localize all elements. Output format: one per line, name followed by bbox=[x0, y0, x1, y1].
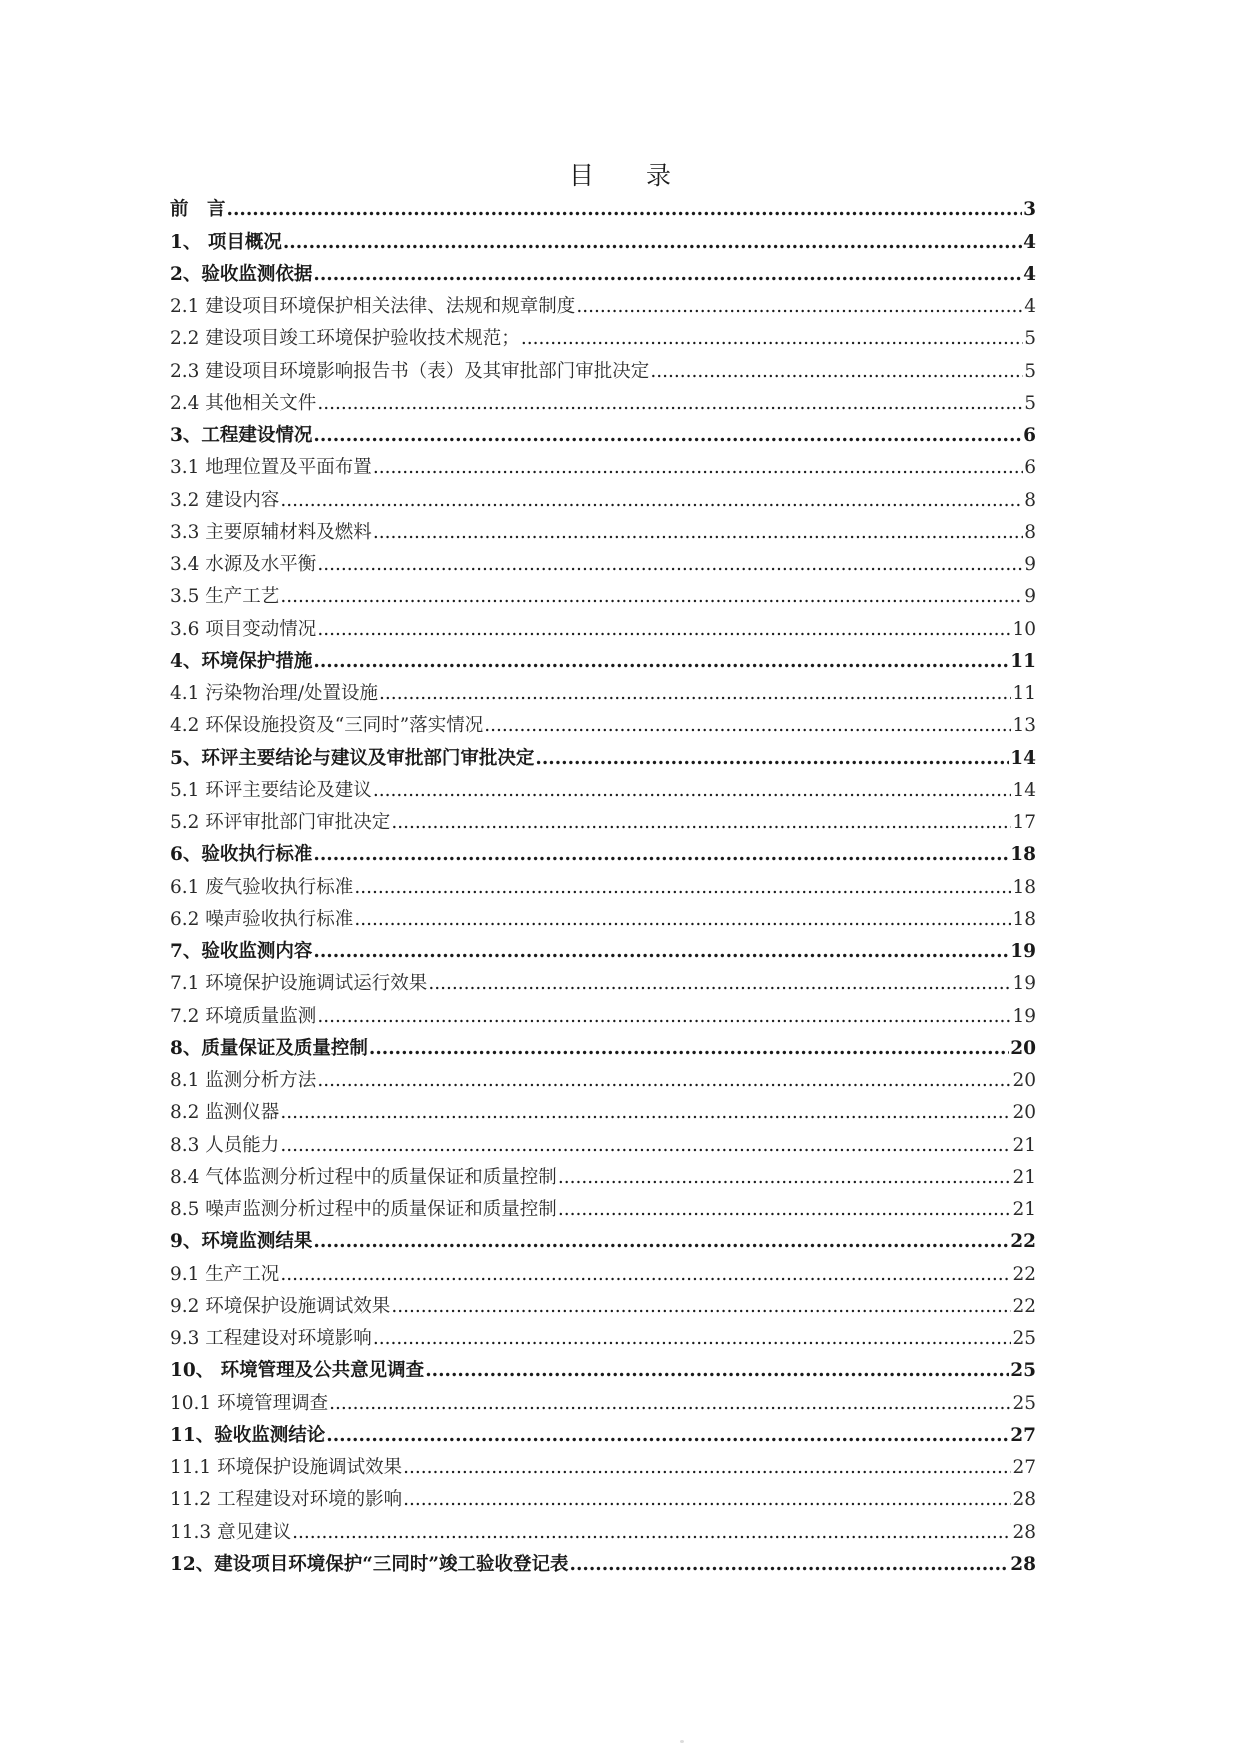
toc-entry-label: 10、 环境管理及公共意见调查 bbox=[170, 1360, 425, 1382]
toc-entry[interactable] bbox=[170, 644, 1036, 676]
toc-entry-page-number: 28 bbox=[1012, 1521, 1036, 1543]
toc-dot-leader bbox=[317, 619, 1011, 641]
toc-entry-page-number: 11 bbox=[1010, 650, 1036, 672]
toc-entry[interactable] bbox=[170, 1224, 1036, 1256]
toc-entry[interactable] bbox=[170, 837, 1036, 869]
toc-entry-page-number: 27 bbox=[1010, 1424, 1036, 1446]
toc-entry-page-number: 25 bbox=[1010, 1360, 1036, 1382]
toc-entry-page-number: 20 bbox=[1012, 1102, 1036, 1124]
toc-dot-leader bbox=[283, 232, 1022, 254]
toc-dot-leader bbox=[650, 361, 1023, 383]
toc-entry[interactable] bbox=[170, 740, 1036, 772]
toc-entry-page-number: 11 bbox=[1012, 683, 1036, 704]
toc-entry-page-number: 21 bbox=[1012, 1199, 1036, 1220]
toc-dot-leader bbox=[317, 1070, 1011, 1092]
toc-entry-page-number: 19 bbox=[1010, 941, 1036, 962]
toc-entry-page-number: 19 bbox=[1012, 1005, 1036, 1027]
toc-entry-label: 2.4 其他相关文件 bbox=[170, 392, 317, 414]
toc-entry[interactable] bbox=[170, 676, 1036, 708]
toc-entry-label: 3.4 水源及水平衡 bbox=[170, 554, 317, 575]
toc-entry-label: 7、验收监测内容 bbox=[170, 941, 313, 962]
toc-entry-label: 3.1 地理位置及平面布置 bbox=[170, 457, 372, 479]
toc-entry-label: 11.1 环境保护设施调试效果 bbox=[170, 1457, 403, 1478]
toc-dot-leader bbox=[317, 393, 1023, 415]
toc-entry-label: 8.5 噪声监测分析过程中的质量保证和质量控制 bbox=[170, 1199, 557, 1220]
toc-entry-page-number: 8 bbox=[1024, 489, 1036, 511]
toc-entry-page-number: 14 bbox=[1010, 747, 1036, 769]
toc-dot-leader bbox=[425, 1360, 1009, 1382]
toc-entry-label: 4、环境保护措施 bbox=[170, 650, 313, 672]
toc-dot-leader bbox=[373, 457, 1023, 479]
toc-entry[interactable] bbox=[170, 1289, 1036, 1321]
toc-entry[interactable] bbox=[170, 482, 1036, 514]
toc-dot-leader bbox=[391, 812, 1011, 834]
toc-dot-leader bbox=[317, 554, 1023, 576]
toc-entry[interactable] bbox=[170, 224, 1036, 256]
toc-entry-label: 8.1 监测分析方法 bbox=[170, 1070, 317, 1091]
toc-entry-label: 前 言 bbox=[170, 199, 226, 221]
toc-dot-leader bbox=[373, 1328, 1012, 1350]
toc-dot-leader bbox=[354, 877, 1011, 899]
toc-dot-leader bbox=[558, 1199, 1012, 1221]
toc-dot-leader bbox=[373, 780, 1012, 802]
toc-entry[interactable] bbox=[170, 257, 1036, 289]
toc-entry[interactable] bbox=[170, 1353, 1036, 1385]
toc-entry-label: 9.2 环境保护设施调试效果 bbox=[170, 1295, 391, 1317]
toc-entry-page-number: 18 bbox=[1012, 908, 1036, 930]
toc-dot-leader bbox=[428, 973, 1011, 995]
toc-entry-page-number: 5 bbox=[1024, 328, 1036, 350]
toc-dot-leader bbox=[280, 490, 1023, 512]
toc-dot-leader bbox=[576, 296, 1023, 318]
toc-dot-leader bbox=[227, 199, 1023, 221]
toc-entry-page-number: 22 bbox=[1012, 1295, 1036, 1317]
toc-entry[interactable] bbox=[170, 289, 1036, 321]
toc-entry-label: 6.1 废气验收执行标准 bbox=[170, 876, 354, 898]
toc-dot-leader bbox=[313, 651, 1009, 673]
toc-entry[interactable] bbox=[170, 773, 1036, 805]
toc-entry-page-number: 20 bbox=[1010, 1037, 1036, 1059]
toc-dot-leader bbox=[280, 586, 1023, 608]
toc-entry-label: 7.1 环境保护设施调试运行效果 bbox=[170, 973, 428, 995]
toc-entry-label: 6、验收执行标准 bbox=[170, 844, 313, 866]
toc-entry-page-number: 22 bbox=[1010, 1231, 1036, 1253]
toc-entry-label: 5、环评主要结论与建议及审批部门审批决定 bbox=[170, 747, 535, 769]
toc-dot-leader bbox=[521, 328, 1023, 350]
toc-dot-leader bbox=[369, 1038, 1009, 1060]
toc-entry-label: 8.4 气体监测分析过程中的质量保证和质量控制 bbox=[170, 1166, 557, 1188]
toc-entry[interactable] bbox=[170, 998, 1036, 1030]
toc-entry-label: 2.2 建设项目竣工环境保护验收技术规范； bbox=[170, 328, 520, 350]
toc-entry-label: 3、工程建设情况 bbox=[170, 425, 313, 446]
toc-dot-leader bbox=[403, 1457, 1011, 1479]
toc-entry-page-number: 9 bbox=[1024, 586, 1036, 608]
toc-entry-label: 2.3 建设项目环境影响报告书（表）及其审批部门审批决定 bbox=[170, 360, 650, 382]
toc-entry-label: 8.2 监测仪器 bbox=[170, 1102, 280, 1124]
toc-entry-label: 9、环境监测结果 bbox=[170, 1231, 313, 1253]
toc-entry[interactable] bbox=[170, 805, 1036, 837]
toc-entry[interactable] bbox=[170, 1547, 1036, 1579]
toc-entry-label: 1、 项目概况 bbox=[170, 231, 282, 253]
toc-dot-leader bbox=[535, 748, 1009, 770]
toc-entry-label: 9.1 生产工况 bbox=[170, 1263, 280, 1285]
toc-entry[interactable] bbox=[170, 708, 1036, 740]
toc-entry-page-number: 21 bbox=[1012, 1166, 1036, 1188]
toc-entry[interactable] bbox=[170, 966, 1036, 998]
toc-dot-leader bbox=[570, 1554, 1010, 1576]
toc-entry[interactable] bbox=[170, 1031, 1036, 1063]
toc-entry[interactable] bbox=[170, 386, 1036, 418]
toc-dot-leader bbox=[317, 1006, 1011, 1028]
toc-dot-leader bbox=[379, 683, 1011, 705]
toc-entry-label: 3.3 主要原辅材料及燃料 bbox=[170, 521, 372, 543]
toc-entry-label: 7.2 环境质量监测 bbox=[170, 1005, 317, 1027]
toc-entry[interactable] bbox=[170, 1321, 1036, 1353]
toc-entry-label: 9.3 工程建设对环境影响 bbox=[170, 1328, 372, 1349]
toc-entry-page-number: 28 bbox=[1012, 1489, 1036, 1511]
toc-entry[interactable] bbox=[170, 1450, 1036, 1482]
toc-entry[interactable] bbox=[170, 1192, 1036, 1224]
toc-entry[interactable] bbox=[170, 1385, 1036, 1417]
toc-entry-label: 5.1 环评主要结论及建议 bbox=[170, 779, 372, 801]
toc-entry-page-number: 10 bbox=[1012, 618, 1036, 640]
page-title: 目 录 bbox=[569, 161, 693, 190]
toc-entry[interactable] bbox=[170, 547, 1036, 579]
toc-entry-label: 4.1 污染物治理/处置设施 bbox=[170, 683, 379, 704]
toc-entry-page-number: 3 bbox=[1023, 199, 1036, 221]
toc-entry-label: 8.3 人员能力 bbox=[170, 1134, 280, 1156]
toc-entry-page-number: 5 bbox=[1024, 392, 1036, 414]
toc-entry[interactable] bbox=[170, 611, 1036, 643]
toc-entry-page-number: 18 bbox=[1010, 844, 1036, 866]
toc-entry-label: 4.2 环保设施投资及“三同时”落实情况 bbox=[170, 715, 484, 737]
toc-entry[interactable] bbox=[170, 450, 1036, 482]
toc-entry-page-number: 4 bbox=[1023, 263, 1036, 285]
toc-entry-page-number: 22 bbox=[1012, 1263, 1036, 1285]
toc-dot-leader bbox=[484, 715, 1011, 737]
toc-entry[interactable] bbox=[170, 1256, 1036, 1288]
toc-entry[interactable] bbox=[170, 418, 1036, 450]
toc-entry-page-number: 8 bbox=[1024, 521, 1036, 543]
toc-entry-page-number: 28 bbox=[1010, 1553, 1036, 1575]
toc-dot-leader bbox=[292, 1522, 1011, 1544]
toc-entry-label: 11.3 意见建议 bbox=[170, 1521, 292, 1543]
toc-entry[interactable] bbox=[170, 321, 1036, 353]
toc-entry-page-number: 9 bbox=[1024, 554, 1036, 575]
toc-dot-leader bbox=[280, 1102, 1011, 1124]
toc-entry-label: 8、质量保证及质量控制 bbox=[170, 1037, 368, 1059]
toc-entry[interactable] bbox=[170, 869, 1036, 901]
toc-entry[interactable] bbox=[170, 1418, 1036, 1450]
toc-entry-label: 3.2 建设内容 bbox=[170, 489, 280, 511]
toc-entry-label: 5.2 环评审批部门审批决定 bbox=[170, 812, 391, 833]
toc-dot-leader bbox=[313, 941, 1009, 963]
toc-entry-page-number: 25 bbox=[1012, 1392, 1036, 1414]
toc-dot-leader bbox=[326, 1425, 1009, 1447]
toc-entry-page-number: 17 bbox=[1012, 812, 1036, 833]
toc-entry[interactable] bbox=[170, 579, 1036, 611]
toc-entry-page-number: 25 bbox=[1012, 1328, 1036, 1349]
toc-entry[interactable] bbox=[170, 1127, 1036, 1159]
toc-entry-page-number: 27 bbox=[1012, 1457, 1036, 1478]
toc-entry[interactable] bbox=[170, 1482, 1036, 1514]
toc-dot-leader bbox=[280, 1264, 1011, 1286]
toc-dot-leader bbox=[313, 844, 1009, 866]
toc-entry-label: 3.6 项目变动情况 bbox=[170, 618, 317, 640]
table-of-contents bbox=[170, 192, 1036, 1579]
toc-dot-leader bbox=[313, 425, 1022, 447]
toc-dot-leader bbox=[329, 1393, 1011, 1415]
toc-entry-label: 10.1 环境管理调查 bbox=[170, 1392, 329, 1414]
toc-dot-leader bbox=[313, 264, 1022, 286]
toc-entry-label: 6.2 噪声验收执行标准 bbox=[170, 908, 354, 930]
scan-speck bbox=[680, 1740, 684, 1743]
toc-entry-page-number: 6 bbox=[1024, 457, 1036, 479]
toc-entry-page-number: 20 bbox=[1012, 1070, 1036, 1091]
toc-dot-leader bbox=[354, 909, 1011, 931]
toc-entry-label: 11、验收监测结论 bbox=[170, 1424, 326, 1446]
toc-entry-label: 2.1 建设项目环境保护相关法律、法规和规章制度 bbox=[170, 296, 576, 317]
toc-entry-page-number: 13 bbox=[1012, 715, 1036, 737]
toc-entry-label: 11.2 工程建设对环境的影响 bbox=[170, 1489, 403, 1511]
toc-entry[interactable] bbox=[170, 902, 1036, 934]
toc-entry-label: 3.5 生产工艺 bbox=[170, 586, 280, 608]
toc-entry-page-number: 18 bbox=[1012, 876, 1036, 898]
toc-entry-page-number: 14 bbox=[1012, 779, 1036, 801]
toc-entry-page-number: 21 bbox=[1012, 1134, 1036, 1156]
toc-entry-page-number: 4 bbox=[1024, 296, 1036, 317]
toc-entry[interactable] bbox=[170, 1514, 1036, 1546]
toc-entry[interactable] bbox=[170, 353, 1036, 385]
toc-entry[interactable] bbox=[170, 934, 1036, 966]
toc-dot-leader bbox=[373, 522, 1023, 544]
toc-entry-page-number: 4 bbox=[1023, 231, 1036, 253]
toc-entry-label: 12、建设项目环境保护“三同时”竣工验收登记表 bbox=[170, 1553, 569, 1575]
toc-dot-leader bbox=[558, 1167, 1012, 1189]
toc-dot-leader bbox=[313, 1231, 1009, 1253]
toc-entry-page-number: 5 bbox=[1024, 360, 1036, 382]
toc-entry[interactable] bbox=[170, 1095, 1036, 1127]
toc-entry-page-number: 19 bbox=[1012, 973, 1036, 995]
toc-dot-leader bbox=[280, 1135, 1011, 1157]
toc-dot-leader bbox=[403, 1489, 1011, 1511]
toc-entry[interactable] bbox=[170, 1160, 1036, 1192]
toc-entry[interactable] bbox=[170, 192, 1036, 224]
toc-entry-page-number: 6 bbox=[1023, 425, 1036, 446]
toc-dot-leader bbox=[391, 1296, 1011, 1318]
toc-entry[interactable] bbox=[170, 1063, 1036, 1095]
toc-entry[interactable] bbox=[170, 515, 1036, 547]
toc-entry-label: 2、验收监测依据 bbox=[170, 263, 313, 285]
